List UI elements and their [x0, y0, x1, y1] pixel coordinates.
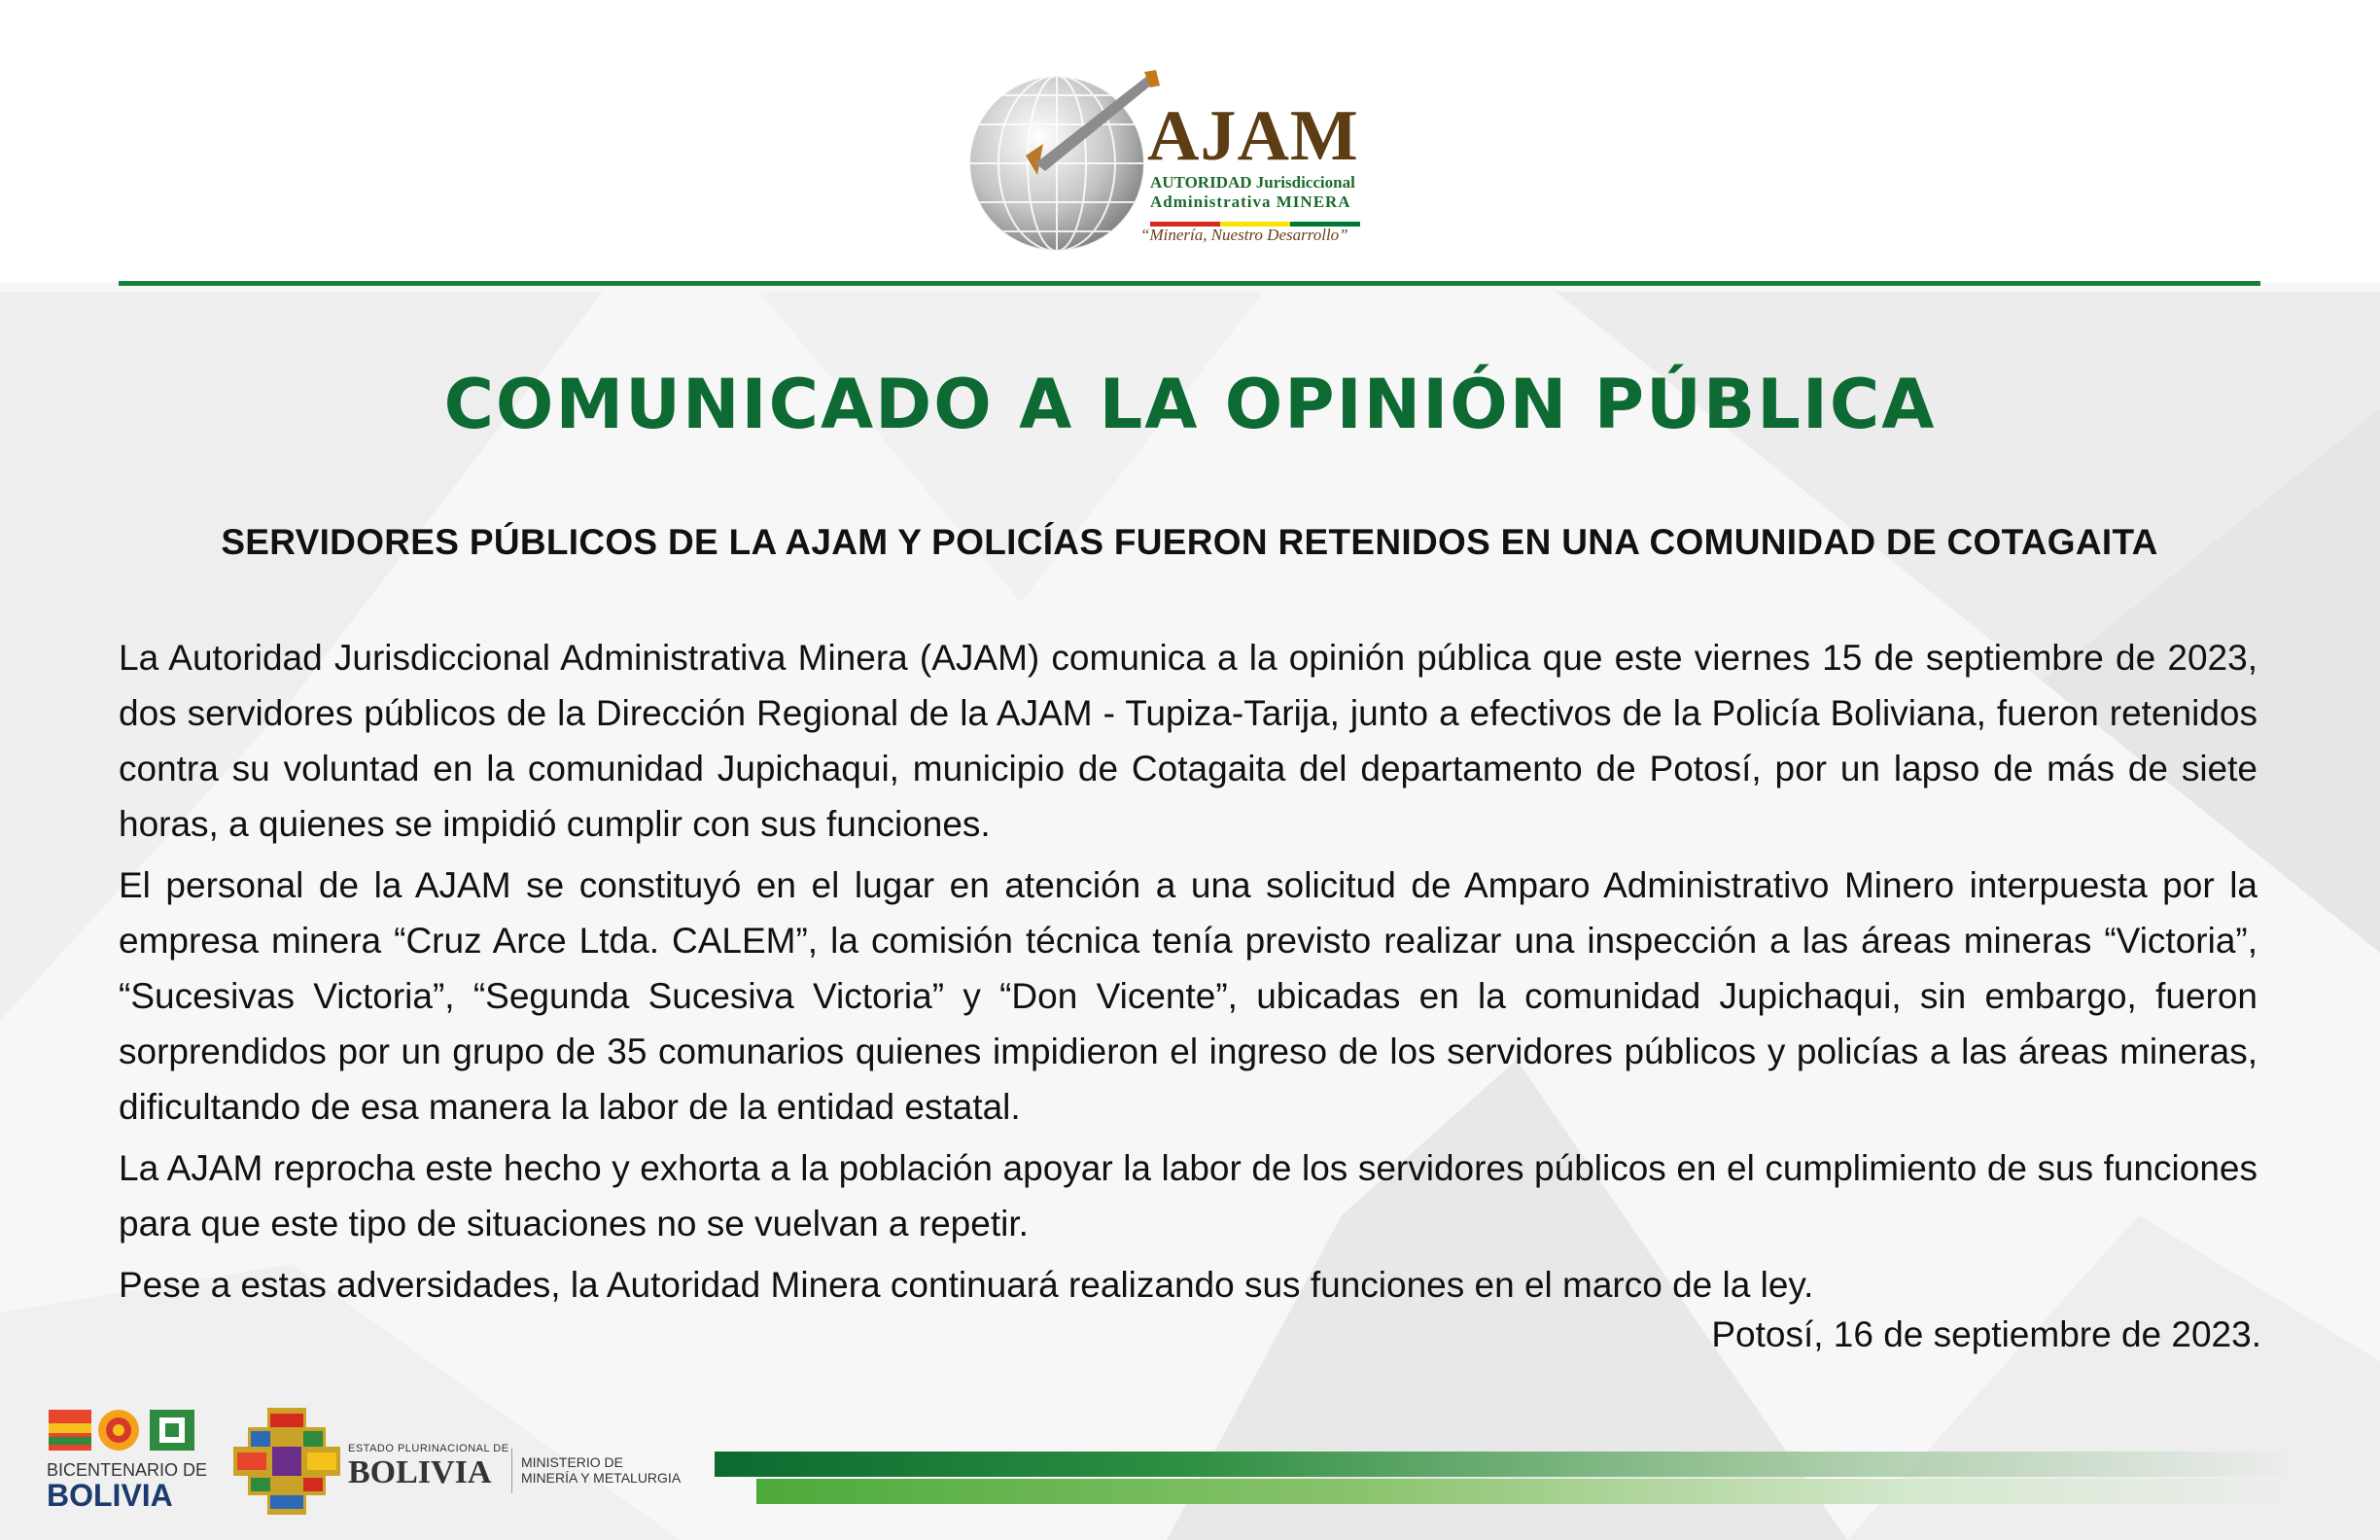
paragraph: El personal de la AJAM se constituyó en el lugar en atención a una solicitud de Amparo Administrativo Minero interpuesta por la empresa minera “Cruz Arce Ltda. CALEM”, la comisión técnica tenía previsto realizar una inspección a las áreas mineras “Victoria”, “Sucesivas Victoria”, “Segunda Sucesiva Victoria” y “Don Vicente”, ubicadas en la comunidad Jupichaqui, sin embargo, fueron sorprendidos por un grupo de 35 comunarios quienes impidieron el ingreso de los servidores públicos y policías a las áreas mineras, dificultando de esa manera la labor de la entidad estatal.: [119, 865, 2258, 1127]
page-subtitle: SERVIDORES PÚBLICOS DE LA AJAM Y POLICÍAS FUERON RETENIDOS EN UNA COMUNIDAD DE COTAGAITA: [221, 522, 2158, 562]
ministerio-name: MINERÍA Y METALURGIA: [521, 1470, 682, 1486]
logo-name: AJAM: [1147, 96, 1359, 176]
globe-icon: [967, 66, 1162, 261]
chakana-icon: [233, 1408, 340, 1515]
logo-subtitle-2: Administrativa MINERA: [1150, 192, 1351, 211]
logo-subtitle-1: AUTORIDAD Jurisdiccional: [1150, 173, 1355, 192]
footer-stripe-dark: [715, 1452, 2299, 1477]
logo-divider: [511, 1449, 512, 1493]
paragraph: La Autoridad Jurisdiccional Administrativa Minera (AJAM) comunica a la opinión pública que este viernes 15 de septiembre de 2023, dos servidores públicos de la Dirección Regional de la AJAM - Tupiza-Tarija, junto a efectivos de la Policía Boliviana, fueron retenidos contra su voluntad en la comunidad Jupichaqui, municipio de Cotagaita del departamento de Potosí, por un lapso de más de siete horas, a quienes se impidió cumplir con sus funciones.: [119, 638, 2258, 844]
paragraph: La AJAM reprocha este hecho y exhorta a la población apoyar la labor de los servidores públicos en el cumplimiento de sus funciones para que este tipo de situaciones no se vuelvan a repetir.: [119, 1148, 2258, 1243]
bicentenario-text: BICENTENARIO DE: [47, 1460, 208, 1480]
logo-motto: “Minería, Nuestro Desarrollo”: [1140, 226, 1348, 244]
bolivia-label: BOLIVIA: [348, 1454, 492, 1490]
communique-body: [119, 630, 2258, 1318]
page-title: COMUNICADO A LA OPINIÓN PÚBLICA: [443, 365, 1937, 444]
dateline: Potosí, 16 de septiembre de 2023.: [1711, 1314, 2261, 1354]
bicentenario-country: BOLIVIA: [47, 1478, 173, 1513]
ajam-logo: [967, 66, 1376, 261]
ministerio-logo: [233, 1408, 700, 1515]
bicentenario-logo: [43, 1406, 208, 1513]
estado-label: ESTADO PLURINACIONAL DE: [348, 1443, 509, 1454]
header-divider: [119, 281, 2260, 286]
ministerio-label: MINISTERIO DE: [521, 1454, 624, 1470]
paragraph: Pese a estas adversidades, la Autoridad Minera continuará realizando sus funciones en el marco de la ley.: [119, 1265, 1814, 1305]
flag-stripe: [1150, 214, 1362, 219]
bicentenario-icons: [47, 1406, 202, 1454]
footer-stripe-light: [756, 1479, 2299, 1504]
